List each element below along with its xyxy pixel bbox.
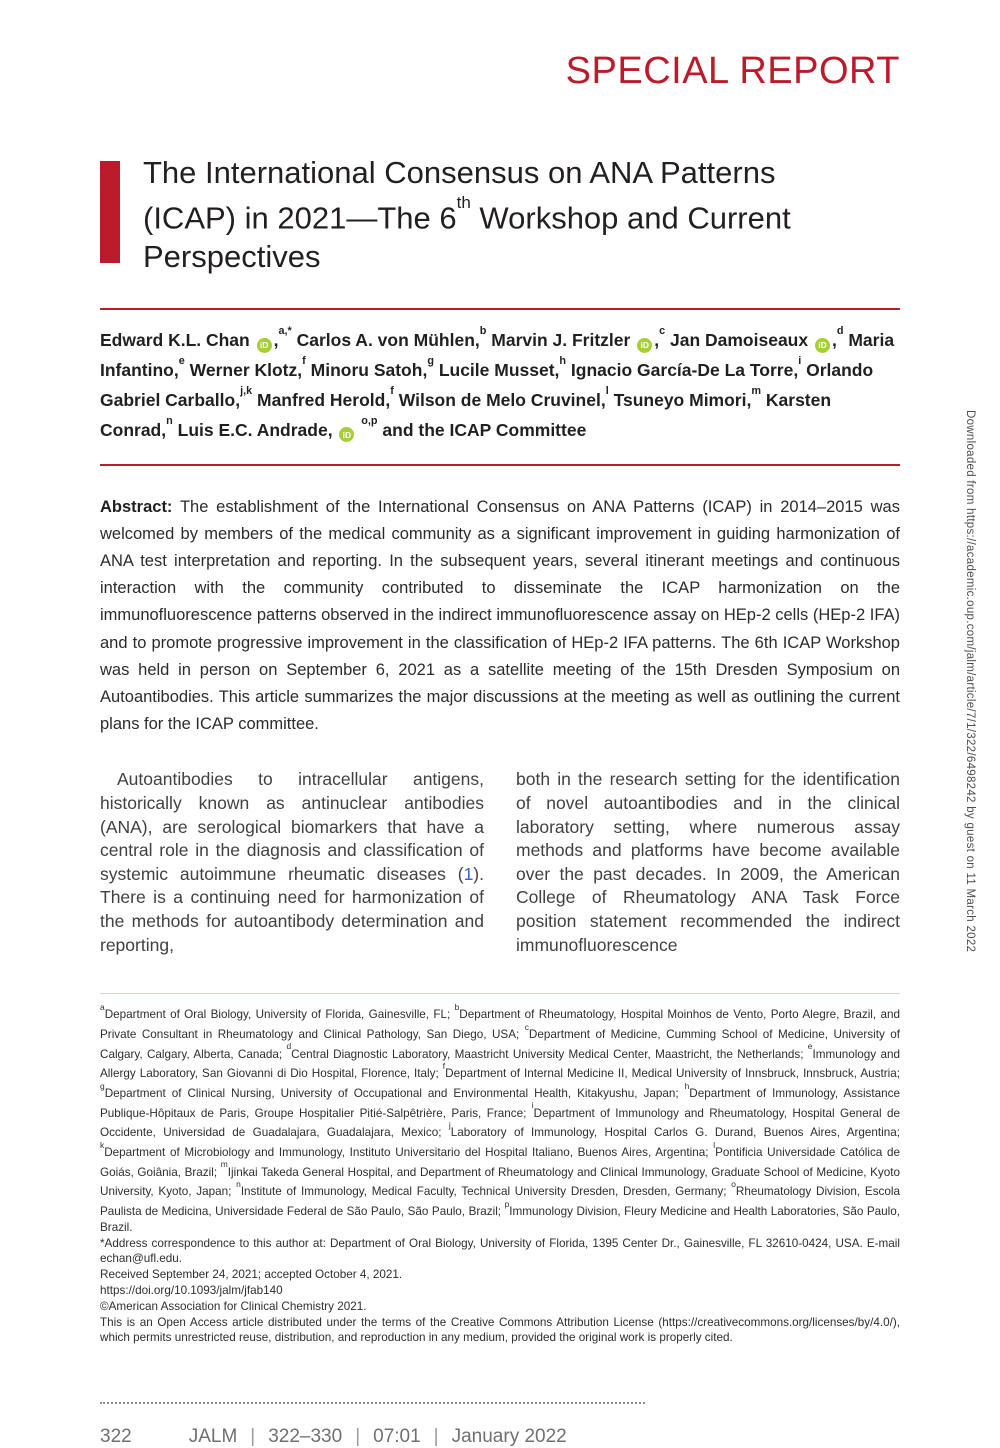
abstract-label: Abstract: bbox=[100, 497, 173, 516]
author: Werner Klotz,$^f$ bbox=[189, 355, 306, 380]
author: Lucile Musset,$^h$ bbox=[438, 355, 567, 380]
author: Ignacio García-De La Torre,$^i$ bbox=[570, 355, 802, 380]
body-paragraph-left bbox=[100, 768, 484, 957]
article-title bbox=[143, 153, 791, 276]
title-accent-bar bbox=[100, 161, 120, 263]
issue-date: January 2022 bbox=[451, 1426, 567, 1448]
body-paragraph-right: both in the research setting for the identification of novel autoantibodies and in the clinical laboratory setting, where numerous assay methods and platforms have become available over the past decades. In 2009, the American College of Rheumatology ANA Task Force position statement recommended the indirect immunofluorescence bbox=[516, 769, 900, 955]
download-watermark: Downloaded from https://academic.oup.com/jalm/article/7/1/322/6498242 by guest on 11 March 2022 bbox=[964, 410, 976, 953]
footer-separator: | bbox=[250, 1426, 256, 1448]
page-range: 322–330 bbox=[268, 1426, 343, 1448]
open-access-license-note: This is an Open Access article distributed under the terms of the Creative Commons Attribution License (https://creativecommons.org/licenses/by/4.0/), which permits unrestricted reuse, distribution, and reproduction in any medium, provided the original work is properly cited. bbox=[100, 1315, 900, 1345]
title-line-2b: Workshop and Current bbox=[470, 200, 791, 236]
author: Maria Infantino,$^e$ bbox=[100, 330, 895, 380]
authors-block bbox=[100, 323, 900, 442]
title-line-3: Perspectives bbox=[143, 239, 321, 275]
footnote-divider bbox=[100, 993, 900, 994]
author: Edward K.L. Chan iD ,$^{a,*}$ bbox=[100, 330, 292, 350]
title-line-1: The International Consensus on ANA Patterns bbox=[143, 155, 776, 190]
author: Luis E.C. Andrade, iD $^{o,p}$ and the ICAP Committee bbox=[178, 420, 587, 440]
correspondence-note: *Address correspondence to this author at: Department of Oral Biology, University of Florida, 1395 Center Dr., Gainesville, FL 32610-0424, USA. E-mail echan@ufl.edu. bbox=[100, 1236, 900, 1266]
reference-link[interactable]: 1 bbox=[463, 863, 474, 884]
received-accepted-line: Received September 24, 2021; accepted October 4, 2021. bbox=[100, 1268, 403, 1282]
orcid-icon[interactable]: iD bbox=[637, 338, 652, 353]
divider-below-authors bbox=[100, 464, 900, 466]
footer-separator: | bbox=[433, 1426, 439, 1448]
body-left-text-after: ). There is a continuing need for harmonization of the methods for autoantibody determination and reporting, bbox=[100, 863, 484, 955]
author: Marvin J. Fritzler iD ,$^c$ bbox=[491, 330, 665, 350]
body-left-text: Autoantibodies to intracellular antigens, historically known as antinuclear antibodies (ANA), are serological biomarkers that have a central role in the diagnosis and classification of systemic autoimmune rheumatic diseases ( bbox=[100, 769, 484, 884]
author: Orlando Gabriel Carballo,$^{j,k}$ bbox=[100, 359, 874, 410]
doi-link[interactable]: https://doi.org/10.1093/jalm/jfab140 bbox=[100, 1283, 283, 1297]
page-number: 322 bbox=[100, 1426, 132, 1448]
journal-page bbox=[0, 50, 1000, 1448]
abstract-text: The establishment of the International Consensus on ANA Patterns (ICAP) in 2014–2015 was welcomed by members of the medical community as a significant improvement in guiding harmonization of ANA test interpretation and reporting. In the subsequent years, several itinerant meetings and continuous interaction with the community contributed to disseminate the ICAP harmonization on the immunofluorescence patterns observed in the indirect immunofluorescence assay on HEp-2 cells (HEp-2 IFA) and to promote progressive improvement in the classification of HEp-2 IFA patterns. The 6th ICAP Workshop was held in person on September 6, 2021 as a satellite meeting of the 15th Dresden Symposium on Autoantibodies. This article summarizes the major discussions at the meeting as well as outlining the current plans for the ICAP committee. bbox=[100, 497, 900, 734]
author: Jan Damoiseaux iD ,$^d$ bbox=[670, 330, 843, 350]
footer-separator: | bbox=[355, 1426, 361, 1448]
orcid-icon[interactable]: iD bbox=[257, 338, 272, 353]
author: Manfred Herold,$^f$ bbox=[257, 385, 394, 410]
affiliations: $^a$Department of Oral Biology, University of Florida, Gainesville, FL; $^b$Department of Rheumatology, Hospital Moinhos de Vento, Porto Alegre, Brazil, and Private Consultant in Rheumatology and Clinical Pathology, San Diego, USA; $^c$Department of Medicine, Cumming School of Medicine, University of Calgary, Calgary, Alberta, Canada; $^d$Central Diagnostic Laboratory, Maastricht University Medical Center, Maastricht, the Netherlands; $^e$Immunology and Allergy Laboratory, San Giovanni di Dio Hospital, Florence, Italy; $^f$Department of Internal Medicine II, Medical University of Innsbruck, Innsbruck, Austria; $^g$Department of Clinical Nursing, University of Occupational and Environmental Health, Kitakyushu, Japan; $^h$Department of Immunology, Assistance Publique-Hôpitaux de Paris, Groupe Hospitalier Pitié-Salpêtrière, Paris, France; $^i$Department of Immunology and Rheumatology, Hospital General de Occidente, Universidad de Guadalajara, Guadalajara, Mexico; $^j$Laboratory of Immunology, Hospital Carlos G. Durand, Buenos Aires, Argentina; $^k$Department of Microbiology and Immunology, Instituto Universitario del Hospital Italiano, Buenos Aires, Argentina; $^l$Pontificia Universidade Católica de Goiás, Goiânia, Brazil; $^m$Ijinkai Takeda General Hospital, and Department of Rheumatology and Clinical Immunology, Graduate School of Medicine, Kyoto University, Kyoto, Japan; $^n$Institute of Immunology, Medical Faculty, Technical University Dresden, Dresden, Germany; $^o$Rheumatology Division, Escola Paulista de Medicina, Universidade Federal de São Paulo, São Paulo, Brazil; $^p$Immunology Division, Fleury Medicine and Health Laboratories, São Paulo, Brazil. bbox=[100, 1001, 901, 1234]
divider-above-authors bbox=[100, 308, 900, 310]
journal-abbrev: JALM bbox=[188, 1426, 238, 1448]
orcid-icon[interactable]: iD bbox=[339, 427, 354, 442]
author: Minoru Satoh,$^g$ bbox=[310, 355, 434, 380]
footer-meta bbox=[100, 1426, 900, 1448]
author: Tsuneyo Mimori,$^m$ bbox=[613, 385, 762, 410]
author: Wilson de Melo Cruvinel,$^l$ bbox=[398, 385, 609, 410]
title-line-2: (ICAP) in 2021—The 6 bbox=[143, 200, 457, 236]
article-title-block bbox=[100, 153, 900, 276]
volume-issue: 07:01 bbox=[373, 1426, 421, 1448]
footer-dotted-rule bbox=[100, 1402, 645, 1404]
copyright-line: ©American Association for Clinical Chemistry 2021. bbox=[100, 1299, 367, 1313]
abstract-paragraph bbox=[100, 494, 900, 739]
footnotes-block bbox=[100, 1003, 900, 1346]
author: Karsten Conrad,$^n$ bbox=[100, 389, 832, 440]
body-columns bbox=[100, 768, 900, 957]
section-kicker: SPECIAL REPORT bbox=[565, 50, 900, 92]
title-superscript: th bbox=[456, 192, 471, 212]
orcid-icon[interactable]: iD bbox=[815, 338, 830, 353]
author: Carlos A. von Mühlen,$^b$ bbox=[296, 325, 487, 351]
